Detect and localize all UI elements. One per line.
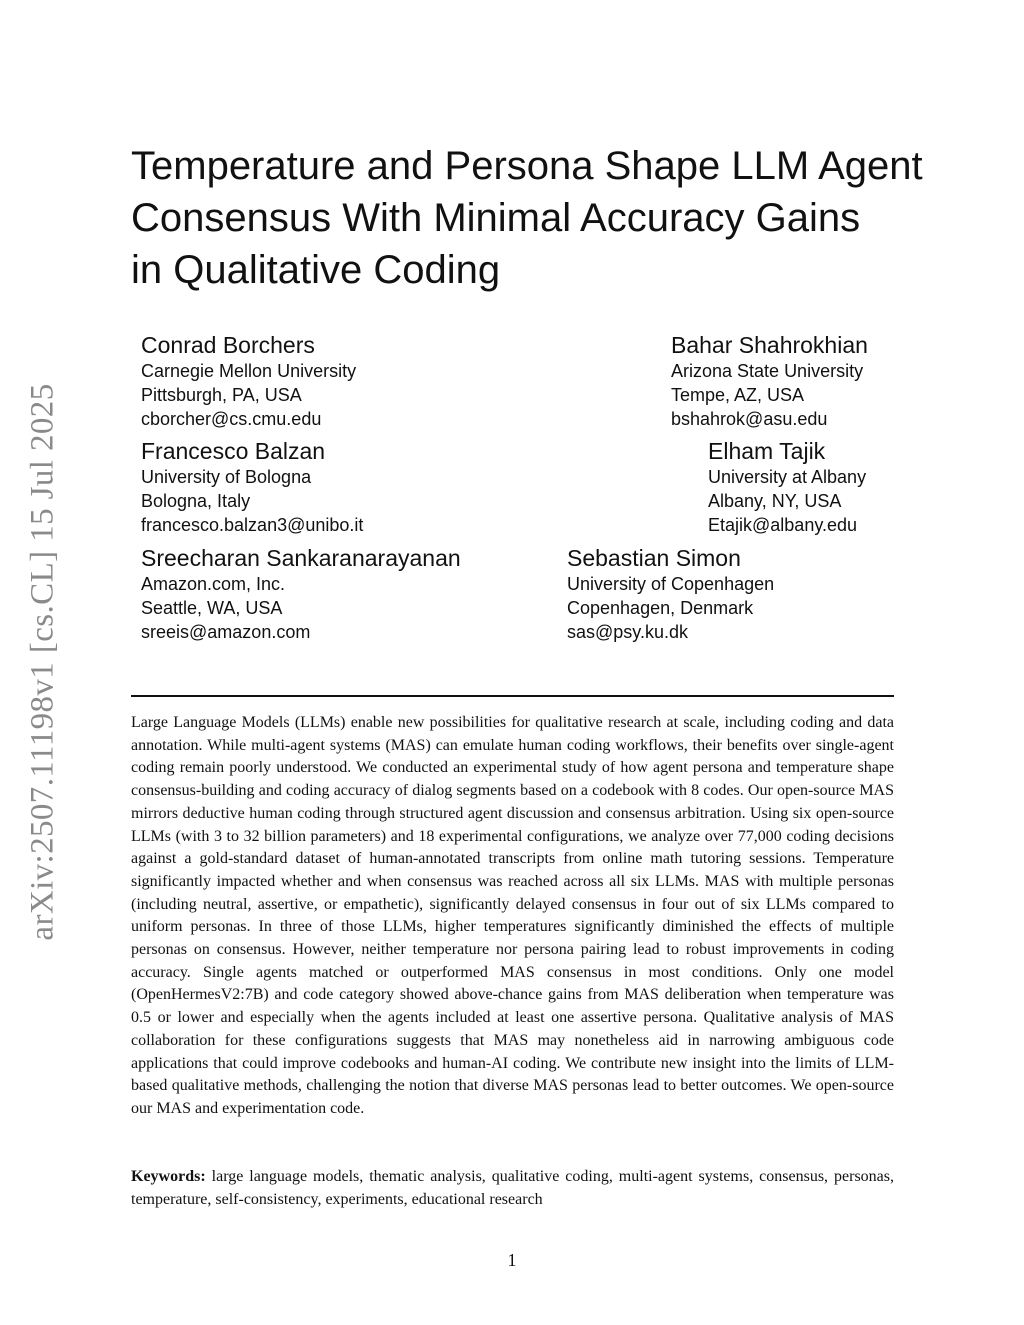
- author-block-borchers: [141, 331, 356, 431]
- author-block-sankaranarayanan: [141, 544, 461, 644]
- keywords-text: large language models, thematic analysis, qualitative coding, multi-agent systems, consensus, personas, temperature, self-consistency, experiments, educational research: [131, 1168, 895, 1208]
- author-institution: Arizona State University: [671, 361, 864, 381]
- author-block-tajik: [708, 437, 866, 537]
- author-email: cborcher@cs.cmu.edu: [141, 409, 322, 429]
- author-name: Bahar Shahrokhian: [671, 332, 868, 358]
- page-number: 1: [507, 1250, 517, 1270]
- author-email: francesco.balzan3@unibo.it: [141, 515, 364, 535]
- author-institution: Carnegie Mellon University: [141, 361, 357, 381]
- author-name: Conrad Borchers: [141, 332, 315, 358]
- title-line: in Qualitative Coding: [131, 248, 501, 292]
- author-institution: University of Copenhagen: [567, 574, 775, 594]
- keywords: [131, 1166, 894, 1211]
- author-location: Tempe, AZ, USA: [671, 385, 805, 405]
- author-institution: University at Albany: [708, 467, 867, 487]
- author-institution: University of Bologna: [141, 467, 312, 487]
- paper-title: [131, 140, 971, 296]
- author-email: bshahrok@asu.edu: [671, 409, 828, 429]
- keywords-label: Keywords:: [131, 1168, 206, 1185]
- author-location: Pittsburgh, PA, USA: [141, 385, 302, 405]
- arxiv-identifier-stamp: arXiv:2507.11198v1 [cs.CL] 15 Jul 2025: [24, 383, 61, 941]
- abstract-divider: [131, 695, 894, 697]
- author-name: Sreecharan Sankaranarayanan: [141, 545, 461, 571]
- author-location: Albany, NY, USA: [708, 491, 842, 511]
- author-name: Sebastian Simon: [567, 545, 741, 571]
- author-block-simon: [567, 544, 774, 644]
- title-line: Temperature and Persona Shape LLM Agent: [131, 144, 923, 188]
- author-location: Seattle, WA, USA: [141, 598, 283, 618]
- author-institution: Amazon.com, Inc.: [141, 574, 286, 594]
- author-location: Copenhagen, Denmark: [567, 598, 754, 618]
- title-line: Consensus With Minimal Accuracy Gains: [131, 196, 861, 240]
- author-block-balzan: [141, 437, 363, 537]
- author-block-shahrokhian: [671, 331, 868, 431]
- author-location: Bologna, Italy: [141, 491, 251, 511]
- author-email: sas@psy.ku.dk: [567, 622, 688, 642]
- author-name: Elham Tajik: [708, 438, 826, 464]
- author-name: Francesco Balzan: [141, 438, 326, 464]
- author-email: Etajik@albany.edu: [708, 515, 858, 535]
- abstract-text: Large Language Models (LLMs) enable new possibilities for qualitative research at scale, including coding and data annotation. While multi-agent systems (MAS) can emulate human coding workflows, their benefits over single-agent coding remain poorly understood. We conducted an experimental study of how agent persona and temperature shape consensus-building and coding accuracy of dialog segments based on a codebook with 8 codes. Our open-source MAS mirrors deductive human coding through structured agent discussion and consensus arbitration. Using six open-source LLMs (with 3 to 32 billion parameters) and 18 experimental configurations, we analyze over 77,000 coding decisions against a gold-standard dataset of human-annotated transcripts from online math tutoring sessions. Temperature significantly impacted whether and when consensus was reached across all six LLMs. MAS with multiple personas (including neutral, assertive, or empathetic), significantly delayed consensus in four out of six LLMs compared to uniform personas. In three of those LLMs, higher temperatures significantly diminished the effects of multiple personas on consensus. However, neither temperature nor persona pairing lead to robust improvements in coding accuracy. Single agents matched or outperformed MAS consensus in most conditions. Only one model (OpenHermesV2:7B) and code category showed above-chance gains from MAS deliberation when temperature was 0.5 or lower and especially when the agents included at least one assertive persona. Qualitative analysis of MAS collaboration for these configurations suggests that MAS may nonetheless aid in narrowing ambiguous code applications that could improve codebooks and human-AI coding. We contribute new insight into the limits of LLM-based qualitative methods, challenging the notion that diverse MAS personas lead to better outcomes. We open-source our MAS and experimentation code.: [131, 714, 894, 1117]
- author-email: sreeis@amazon.com: [141, 622, 311, 642]
